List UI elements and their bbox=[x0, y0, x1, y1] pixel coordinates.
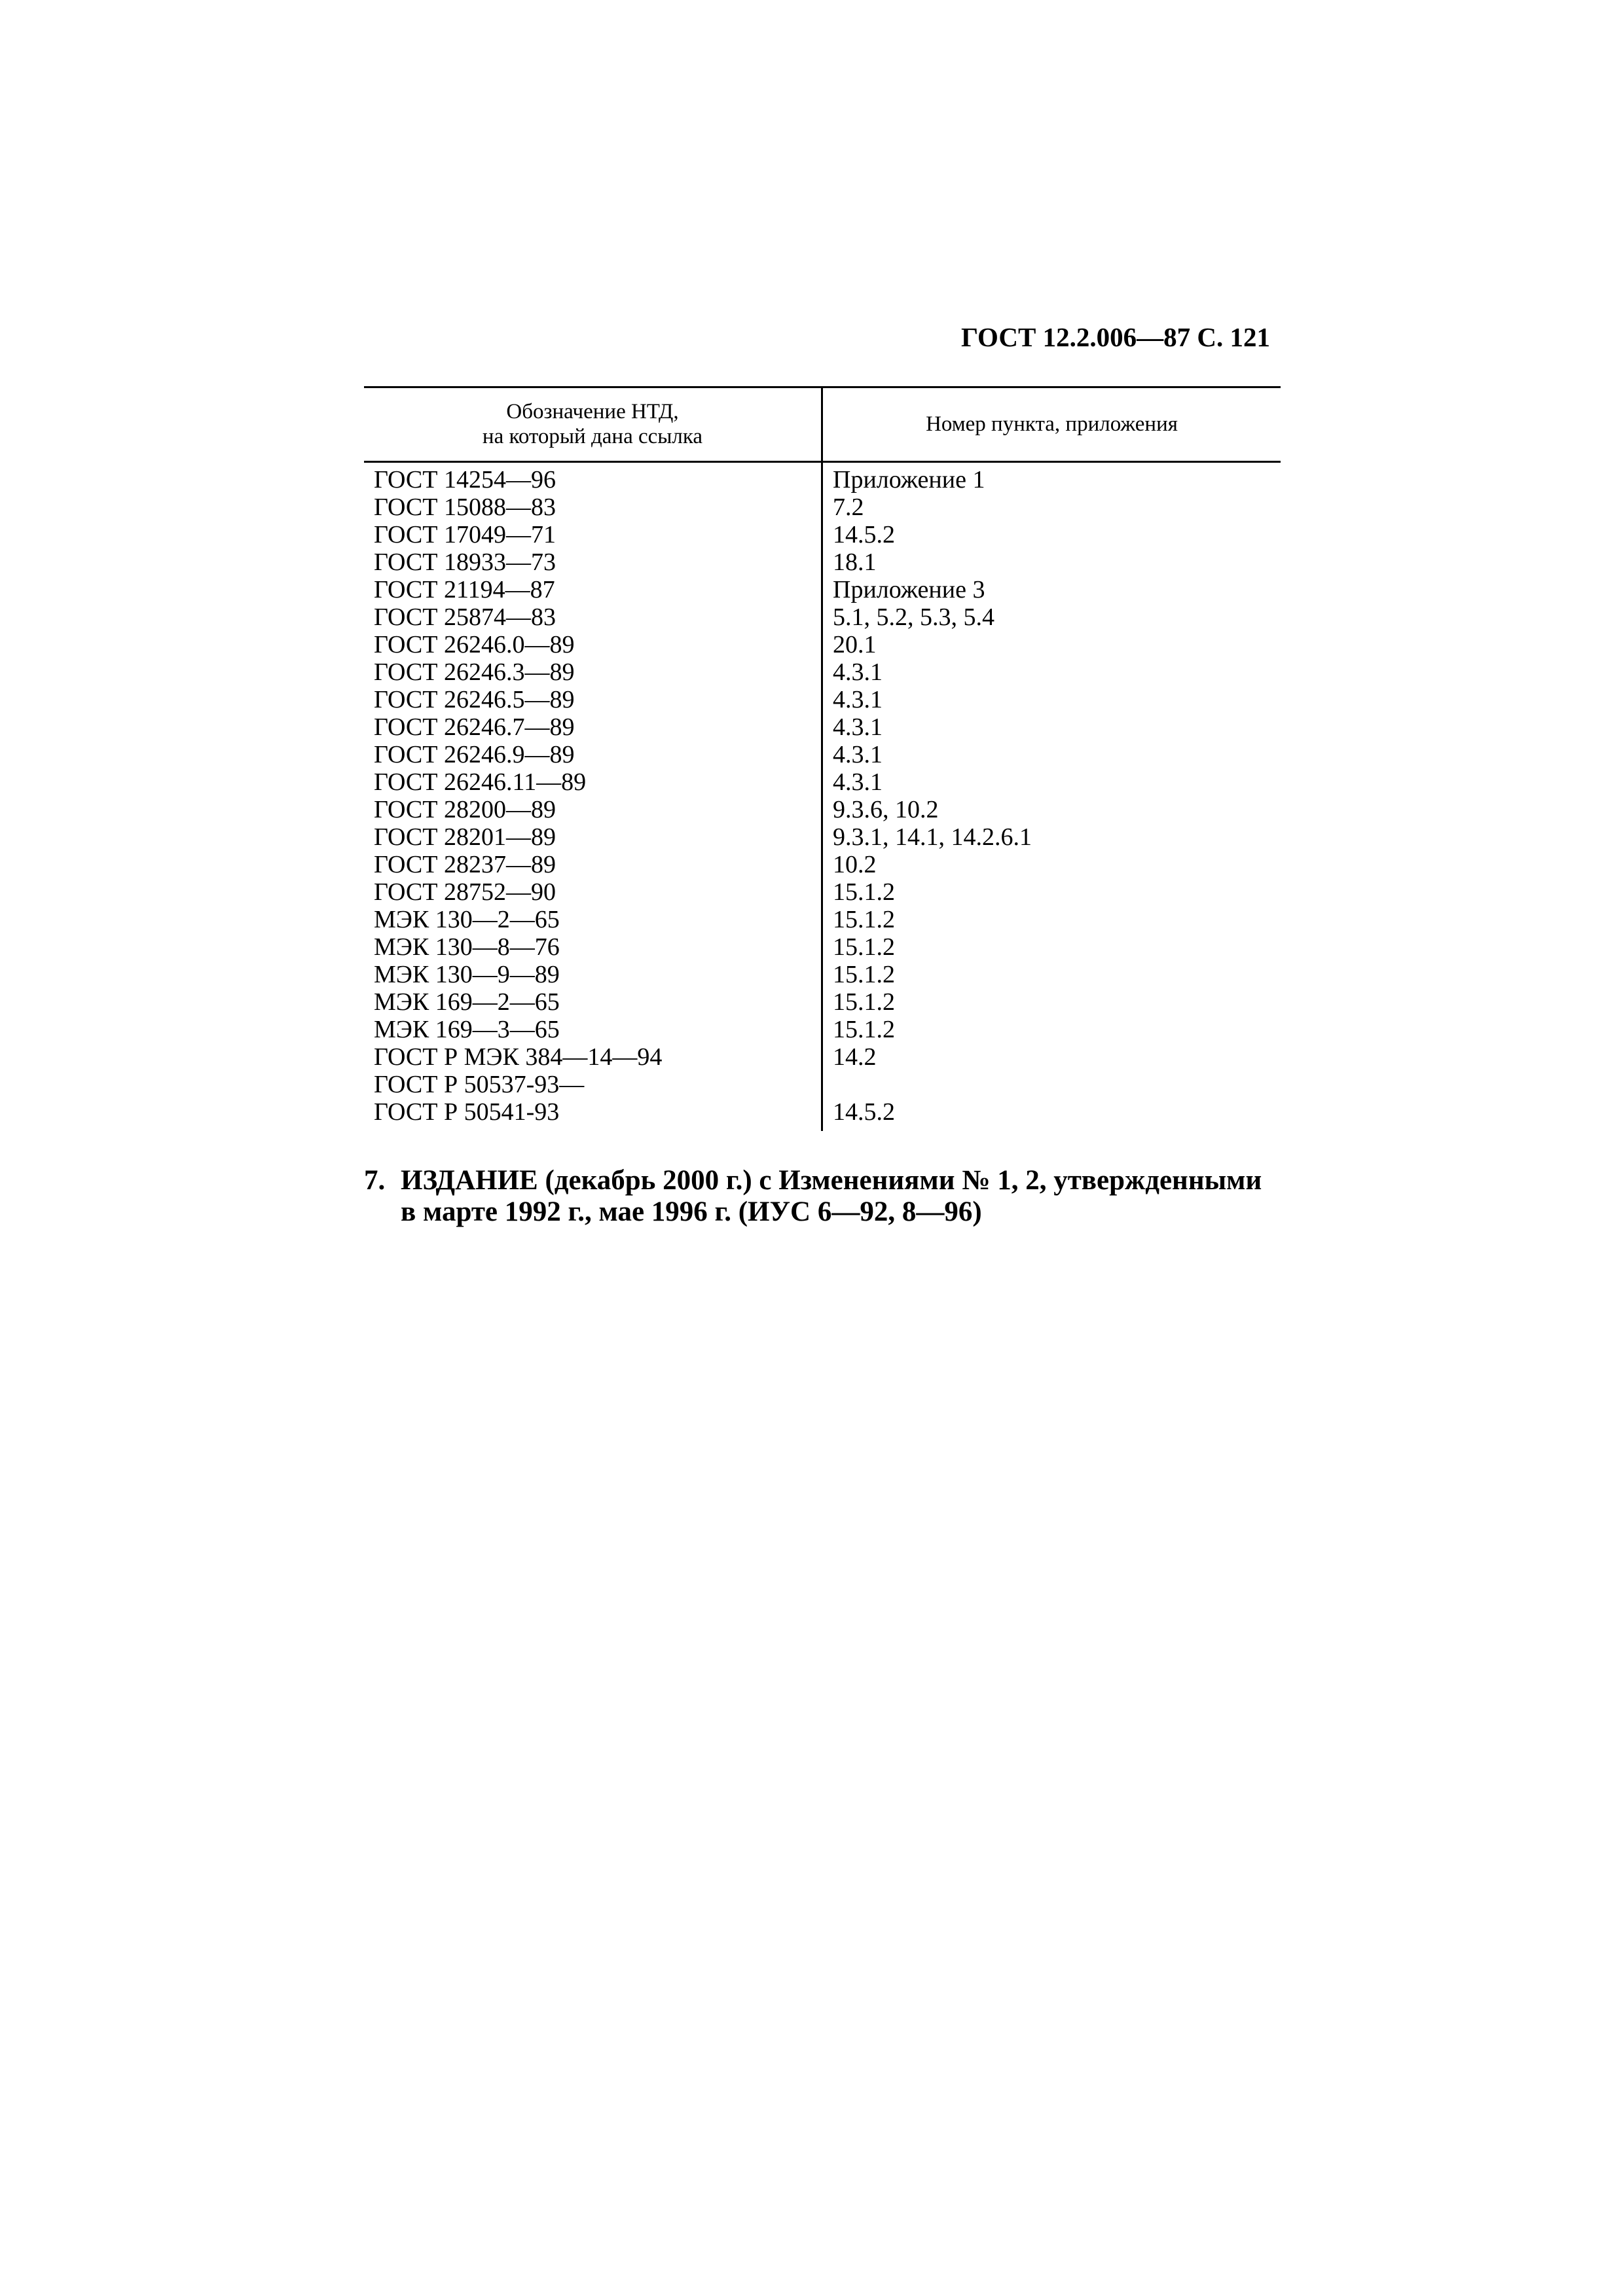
document-designation: ГОСТ 14254—96 bbox=[374, 466, 556, 493]
document-designation: ГОСТ Р МЭК 384—14—94 bbox=[374, 1043, 663, 1071]
column-header-document-line1: Обозначение НТД, bbox=[506, 400, 679, 423]
column-header-document-line2: на который дана ссылка bbox=[482, 425, 703, 448]
clause-reference: 14.5.2 bbox=[833, 1098, 895, 1126]
table-row bbox=[364, 493, 1281, 521]
table-row bbox=[364, 796, 1281, 823]
document-designation: ГОСТ 26246.11—89 bbox=[374, 768, 587, 796]
table-row bbox=[364, 1043, 1281, 1071]
table-row bbox=[364, 603, 1281, 631]
table-row bbox=[364, 988, 1281, 1016]
clause-reference: 20.1 bbox=[833, 631, 877, 658]
document-designation: ГОСТ 28200—89 bbox=[374, 796, 556, 823]
document-designation: ГОСТ 25874—83 bbox=[374, 603, 556, 631]
document-designation: ГОСТ 18933—73 bbox=[374, 548, 556, 576]
document-designation: ГОСТ 26246.9—89 bbox=[374, 741, 575, 768]
clause-reference: Приложение 1 bbox=[833, 466, 985, 493]
table-row bbox=[364, 823, 1281, 851]
document-designation: ГОСТ 15088—83 bbox=[374, 493, 556, 521]
table-row bbox=[364, 658, 1281, 686]
clause-reference: 4.3.1 bbox=[833, 686, 883, 713]
clause-reference: 15.1.2 bbox=[833, 878, 895, 906]
document-designation: ГОСТ 17049—71 bbox=[374, 521, 556, 548]
table-row bbox=[364, 1098, 1281, 1126]
document-designation: МЭК 169—3—65 bbox=[374, 1016, 560, 1043]
table-row bbox=[364, 768, 1281, 796]
document-designation: МЭК 169—2—65 bbox=[374, 988, 560, 1016]
document-designation: ГОСТ Р 50541-93 bbox=[374, 1098, 560, 1126]
clause-reference: 9.3.6, 10.2 bbox=[833, 796, 939, 823]
clause-reference: Приложение 3 bbox=[833, 576, 985, 603]
column-header-document bbox=[364, 399, 821, 449]
document-designation: МЭК 130—8—76 bbox=[374, 933, 560, 961]
table-body bbox=[364, 466, 1281, 1126]
document-designation: ГОСТ 26246.5—89 bbox=[374, 686, 575, 713]
table-row bbox=[364, 548, 1281, 576]
clause-reference: 15.1.2 bbox=[833, 961, 895, 988]
table-row bbox=[364, 521, 1281, 548]
table-row bbox=[364, 1016, 1281, 1043]
clause-reference: 4.3.1 bbox=[833, 713, 883, 741]
table-row bbox=[364, 961, 1281, 988]
clause-reference: 4.3.1 bbox=[833, 741, 883, 768]
edition-note-line2: в марте 1992 г., мае 1996 г. (ИУС 6—92, 8—96) bbox=[401, 1196, 982, 1227]
clause-reference: 15.1.2 bbox=[833, 906, 895, 933]
column-header-clause: Номер пункта, приложения bbox=[926, 412, 1178, 436]
clause-reference: 15.1.2 bbox=[833, 1016, 895, 1043]
table-row bbox=[364, 713, 1281, 741]
edition-note-line1: ИЗДАНИЕ (декабрь 2000 г.) с Изменениями № 1, 2, утвержденными bbox=[401, 1165, 1262, 1196]
document-designation: МЭК 130—2—65 bbox=[374, 906, 560, 933]
table-row bbox=[364, 906, 1281, 933]
document-designation: ГОСТ 26246.3—89 bbox=[374, 658, 575, 686]
document-designation: ГОСТ 26246.0—89 bbox=[374, 631, 575, 658]
table-row bbox=[364, 878, 1281, 906]
clause-reference: 10.2 bbox=[833, 851, 877, 878]
document-designation: ГОСТ 28752—90 bbox=[374, 878, 556, 906]
clause-reference: 15.1.2 bbox=[833, 933, 895, 961]
document-designation: ГОСТ 28237—89 bbox=[374, 851, 556, 878]
edition-note-number: 7. bbox=[364, 1165, 386, 1196]
clause-reference: 14.5.2 bbox=[833, 521, 895, 548]
clause-reference: 18.1 bbox=[833, 548, 877, 576]
clause-reference: 4.3.1 bbox=[833, 658, 883, 686]
table-row bbox=[364, 466, 1281, 493]
clause-reference: 5.1, 5.2, 5.3, 5.4 bbox=[833, 603, 994, 631]
document-designation: МЭК 130—9—89 bbox=[374, 961, 560, 988]
clause-reference: 15.1.2 bbox=[833, 988, 895, 1016]
clause-reference: 7.2 bbox=[833, 493, 864, 521]
page-header: ГОСТ 12.2.006—87 С. 121 bbox=[960, 322, 1270, 352]
table-row bbox=[364, 851, 1281, 878]
table-row bbox=[364, 631, 1281, 658]
table-row bbox=[364, 741, 1281, 768]
document-designation: ГОСТ 26246.7—89 bbox=[374, 713, 575, 741]
document-designation: ГОСТ 28201—89 bbox=[374, 823, 556, 851]
clause-reference: 9.3.1, 14.1, 14.2.6.1 bbox=[833, 823, 1032, 851]
clause-reference: 4.3.1 bbox=[833, 768, 883, 796]
document-designation: ГОСТ 21194—87 bbox=[374, 576, 555, 603]
table-row bbox=[364, 576, 1281, 603]
table-row bbox=[364, 933, 1281, 961]
table-row bbox=[364, 1071, 1281, 1098]
document-designation: ГОСТ Р 50537-93— bbox=[374, 1071, 585, 1098]
clause-reference: 14.2 bbox=[833, 1043, 877, 1071]
table-row bbox=[364, 686, 1281, 713]
